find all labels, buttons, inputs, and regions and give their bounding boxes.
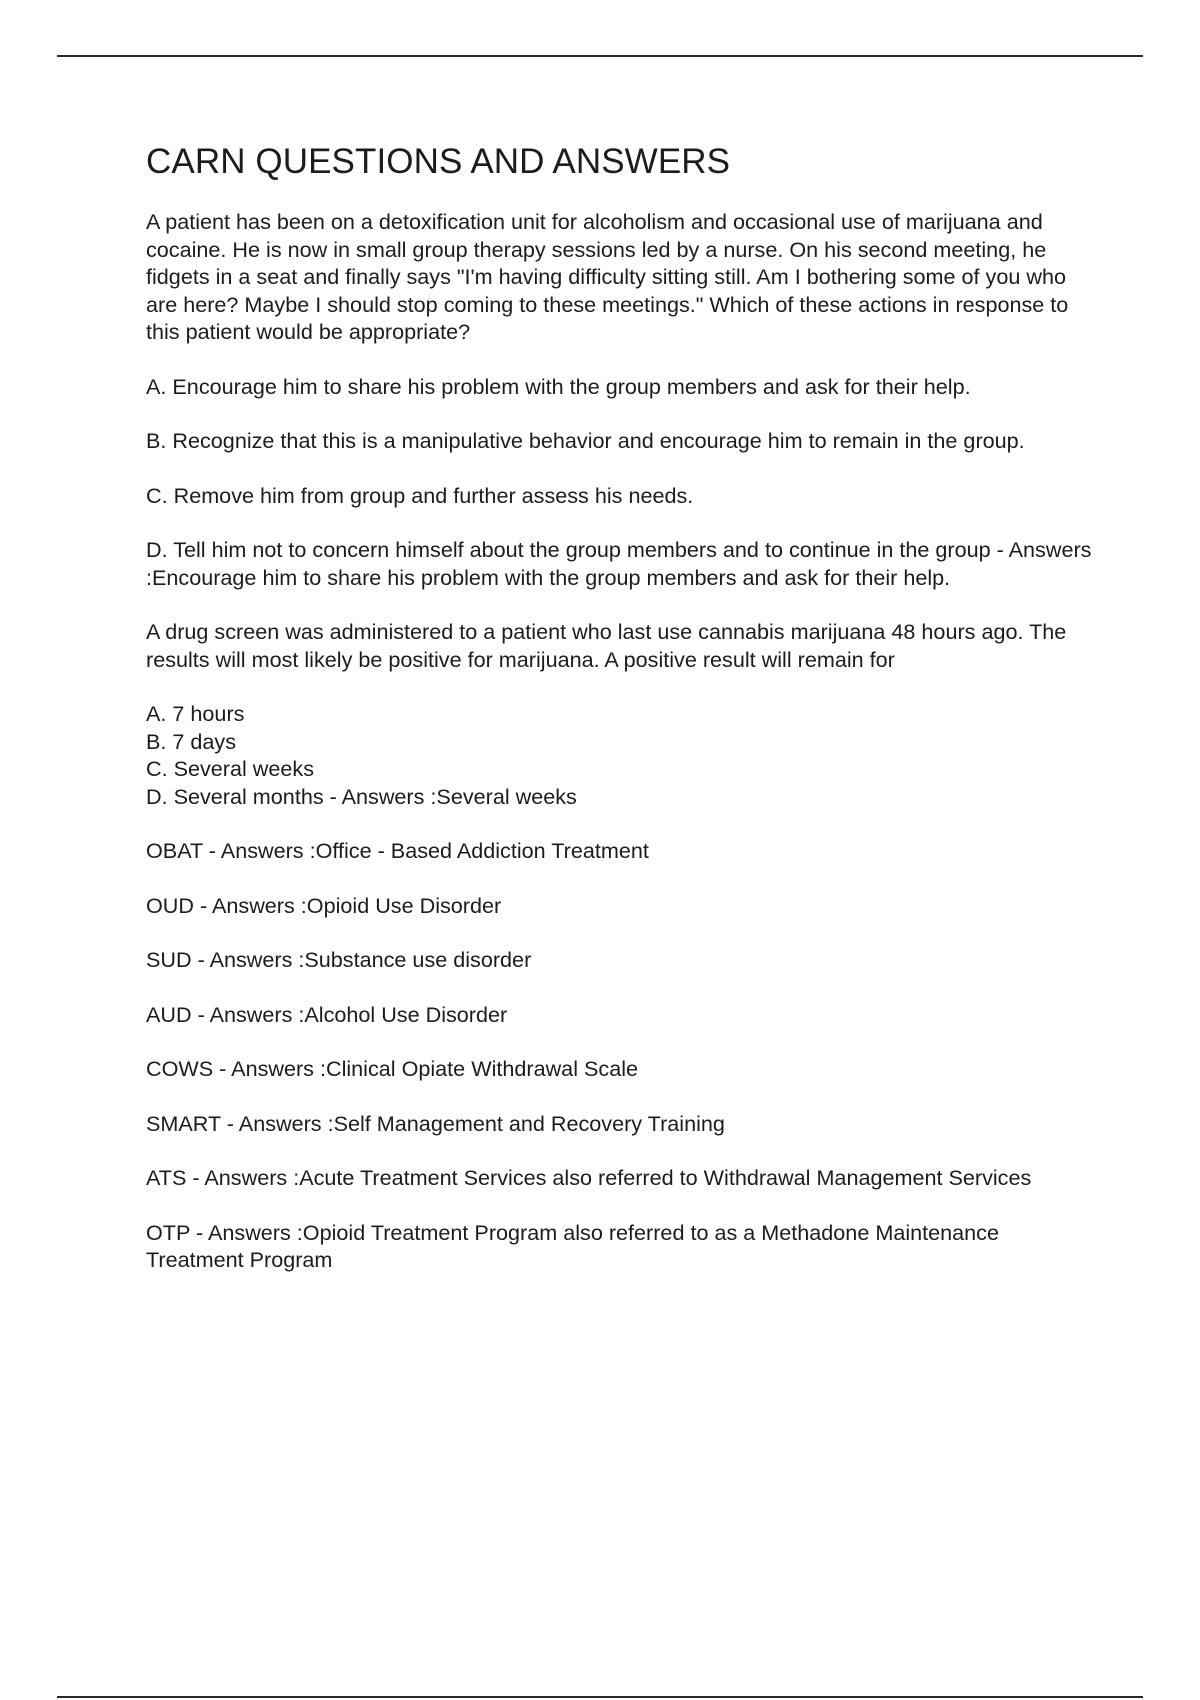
question-2-option-a: A. 7 hours (146, 701, 245, 726)
definition-cows: COWS - Answers :Clinical Opiate Withdrawal Scale (146, 1056, 639, 1081)
definition-sud: SUD - Answers :Substance use disorder (146, 947, 532, 972)
bottom-divider (57, 1696, 1143, 1698)
definition-otp: OTP - Answers :Opioid Treatment Program also referred to as a Methadone Maintenance Treatment Program (146, 1219, 999, 1272)
definition-aud: AUD - Answers :Alcohol Use Disorder (146, 1001, 508, 1027)
definition-ats: ATS - Answers :Acute Treatment Services also referred to Withdrawal Management Services (146, 1165, 1032, 1190)
definition-smart: SMART - Answers :Self Management and Recovery Training (146, 1110, 725, 1136)
document-body (146, 140, 1096, 1301)
question-1-option-b: B. Recognize that this is a manipulative behavior and encourage him to remain in the group. (146, 428, 1025, 453)
document-title: CARN QUESTIONS AND ANSWERS (146, 142, 731, 181)
question-2-stem: A drug screen was administered to a patient who last use cannabis marijuana 48 hours ago. The results will most likely be positive for marijuana. A positive result will remain for (146, 619, 1067, 672)
question-2-option-b: B. 7 days (146, 728, 237, 754)
question-2-option-d-answer: D. Several months - Answers :Several weeks (146, 783, 577, 809)
question-2-option-c: C. Several weeks (146, 756, 315, 781)
definition-obat: OBAT - Answers :Office - Based Addiction Treatment (146, 838, 649, 863)
question-1-stem: A patient has been on a detoxification unit for alcoholism and occasional use of marijuana and cocaine. He is now in small group therapy sessions led by a nurse. On his second meeting, he fidgets in a seat and finally says "I'm having difficulty sitting still. Am I bothering some of you who are here? Maybe I should stop coming to these meetings." Which of these actions in response to this patient would be appropriate? (146, 209, 1069, 344)
question-1-option-a: A. Encourage him to share his problem with the group members and ask for their help. (146, 373, 971, 399)
question-1-option-c: C. Remove him from group and further assess his needs. (146, 482, 694, 508)
definition-oud: OUD - Answers :Opioid Use Disorder (146, 892, 502, 918)
question-1-option-d-answer: D. Tell him not to concern himself about the group members and to continue in the group - Answers :Encourage him to share his problem with the group members and ask for their help. (146, 537, 1092, 590)
question-2-options (146, 700, 1096, 810)
top-divider (57, 55, 1143, 57)
